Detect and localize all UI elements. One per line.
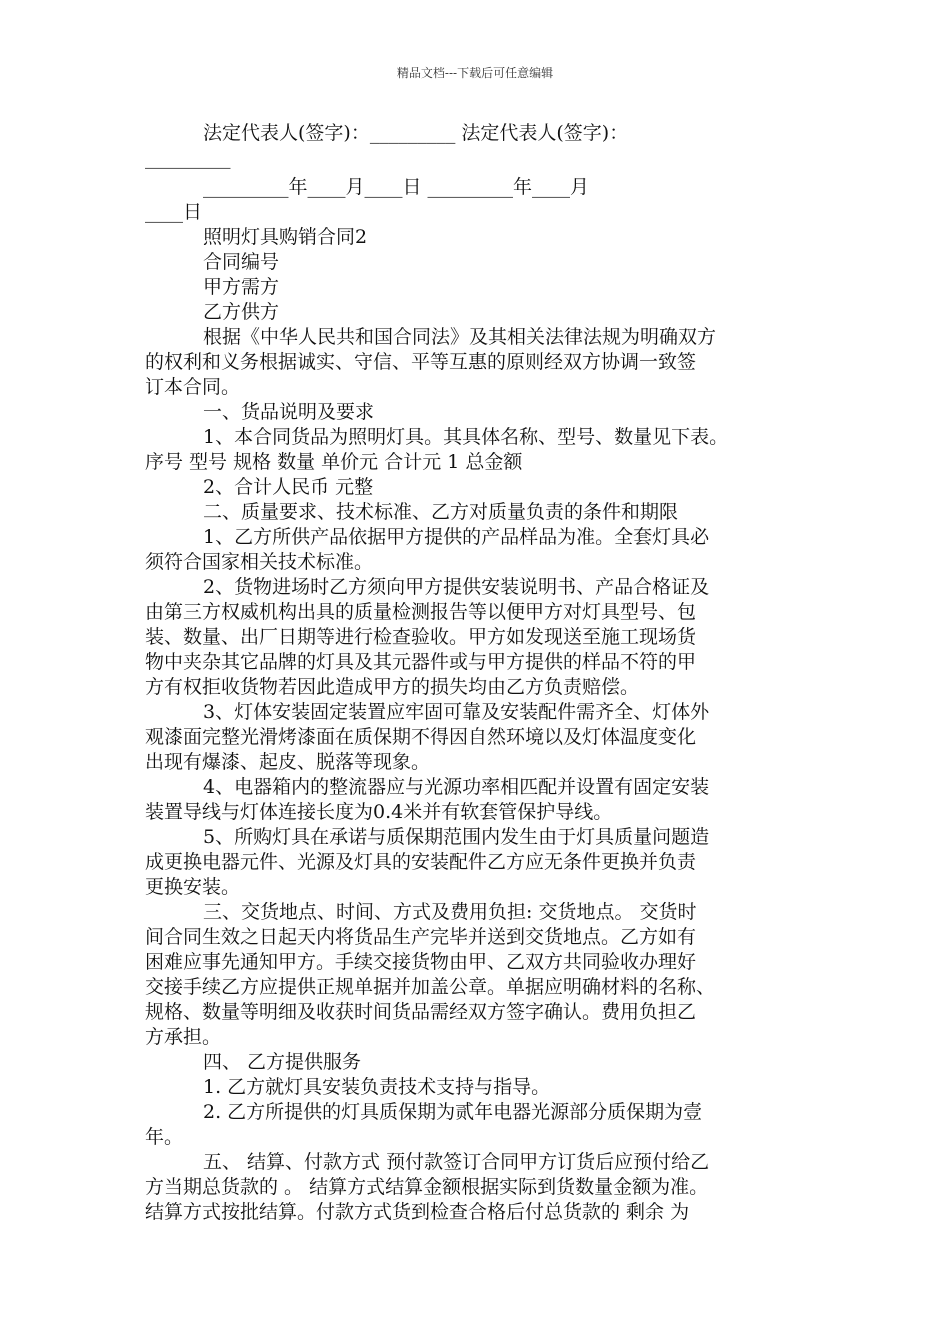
text-line: 2、合计人民币 元整 (203, 476, 374, 498)
text-line: 装、数量、出厂日期等进行检查验收。甲方如发现送至施工现场货 (145, 626, 697, 648)
text-line: 照明灯具购销合同2 (203, 226, 368, 248)
text-line: 装置导线与灯体连接长度为0.4米并有软套管保护导线。 (145, 801, 613, 823)
text-line: 合同编号 (203, 251, 280, 273)
text-line: 甲方需方 (203, 276, 280, 298)
text-line: ____日 (145, 201, 203, 223)
text-line: 1. 乙方就灯具安装负责技术支持与指导。 (203, 1076, 551, 1098)
text-line: 法定代表人(签字)：_________ 法定代表人(签字)： (203, 122, 629, 144)
text-line: 结算方式按批结算。付款方式货到检查合格后付总货款的 剩余 为 (145, 1201, 690, 1223)
text-line: 序号 型号 规格 数量 单价元 合计元 1 总金额 (145, 451, 523, 473)
text-line: 乙方供方 (203, 301, 280, 323)
text-line: 四、 乙方提供服务 (203, 1051, 362, 1073)
text-line: 间合同生效之日起天内将货品生产完毕并送到交货地点。乙方如有 (145, 926, 697, 948)
text-line: 交接手续乙方应提供正规单据并加盖公章。单据应明确材料的名称、 (145, 976, 716, 998)
page-header: 精品文档---下载后可任意编辑 (396, 66, 554, 80)
text-line: 五、 结算、付款方式 预付款签订合同甲方订货后应预付给乙 (203, 1151, 710, 1173)
text-line: 订本合同。 (145, 376, 241, 398)
text-line: 4、电器箱内的整流器应与光源功率相匹配并设置有固定安装 (203, 776, 710, 798)
text-line: 方承担。 (145, 1026, 222, 1048)
text-line: 2. 乙方所提供的灯具质保期为贰年电器光源部分质保期为壹 (203, 1101, 703, 1123)
text-line: 须符合国家相关技术标准。 (145, 551, 374, 573)
text-line: 观漆面完整光滑烤漆面在质保期不得因自然环境以及灯体温度变化 (145, 726, 697, 748)
text-line: 困难应事先通知甲方。手续交接货物由甲、乙双方共同验收办理好 (145, 951, 697, 973)
text-line: 2、货物进场时乙方须向甲方提供安装说明书、产品合格证及 (203, 576, 710, 598)
text-line: 更换安装。 (145, 876, 241, 898)
text-line: _________年____月____日 _________年____月 (203, 176, 590, 198)
text-line: 成更换电器元件、光源及灯具的安装配件乙方应无条件更换并负责 (145, 851, 697, 873)
text-line: 三、交货地点、时间、方式及费用负担: 交货地点。 交货时 (203, 901, 697, 923)
text-line: 1、本合同货品为照明灯具。其具体名称、型号、数量见下表。 (203, 426, 729, 448)
text-line: 根据《中华人民共和国合同法》及其相关法律法规为明确双方 (203, 326, 717, 348)
text-line: 一、货品说明及要求 (203, 401, 375, 423)
text-line: 由第三方权威机构出具的质量检测报告等以便甲方对灯具型号、包 (145, 601, 697, 623)
text-line: 规格、数量等明细及收获时间货品需经双方签字确认。费用负担乙 (145, 1001, 697, 1023)
text-line: 年。 (145, 1126, 184, 1148)
text-line: 1、乙方所供产品依据甲方提供的产品样品为准。全套灯具必 (203, 526, 710, 548)
text-line: 5、所购灯具在承诺与质保期范围内发生由于灯具质量问题造 (203, 826, 710, 848)
text-line: 的权利和义务根据诚实、守信、平等互惠的原则经双方协调一致签 (145, 351, 697, 373)
text-line: _________ (145, 147, 231, 169)
text-line: 出现有爆漆、起皮、脱落等现象。 (145, 751, 431, 773)
text-line: 方当期总货款的 。 结算方式结算金额根据实际到货数量金额为准。 (145, 1176, 709, 1198)
text-line: 3、灯体安装固定装置应牢固可靠及安装配件需齐全、灯体外 (203, 701, 710, 723)
text-line: 方有权拒收货物若因此造成甲方的损失均由乙方负责赔偿。 (145, 676, 640, 698)
text-line: 二、质量要求、技术标准、乙方对质量负责的条件和期限 (203, 501, 679, 523)
text-line: 物中夹杂其它品牌的灯具及其元器件或与甲方提供的样品不符的甲 (145, 651, 697, 673)
